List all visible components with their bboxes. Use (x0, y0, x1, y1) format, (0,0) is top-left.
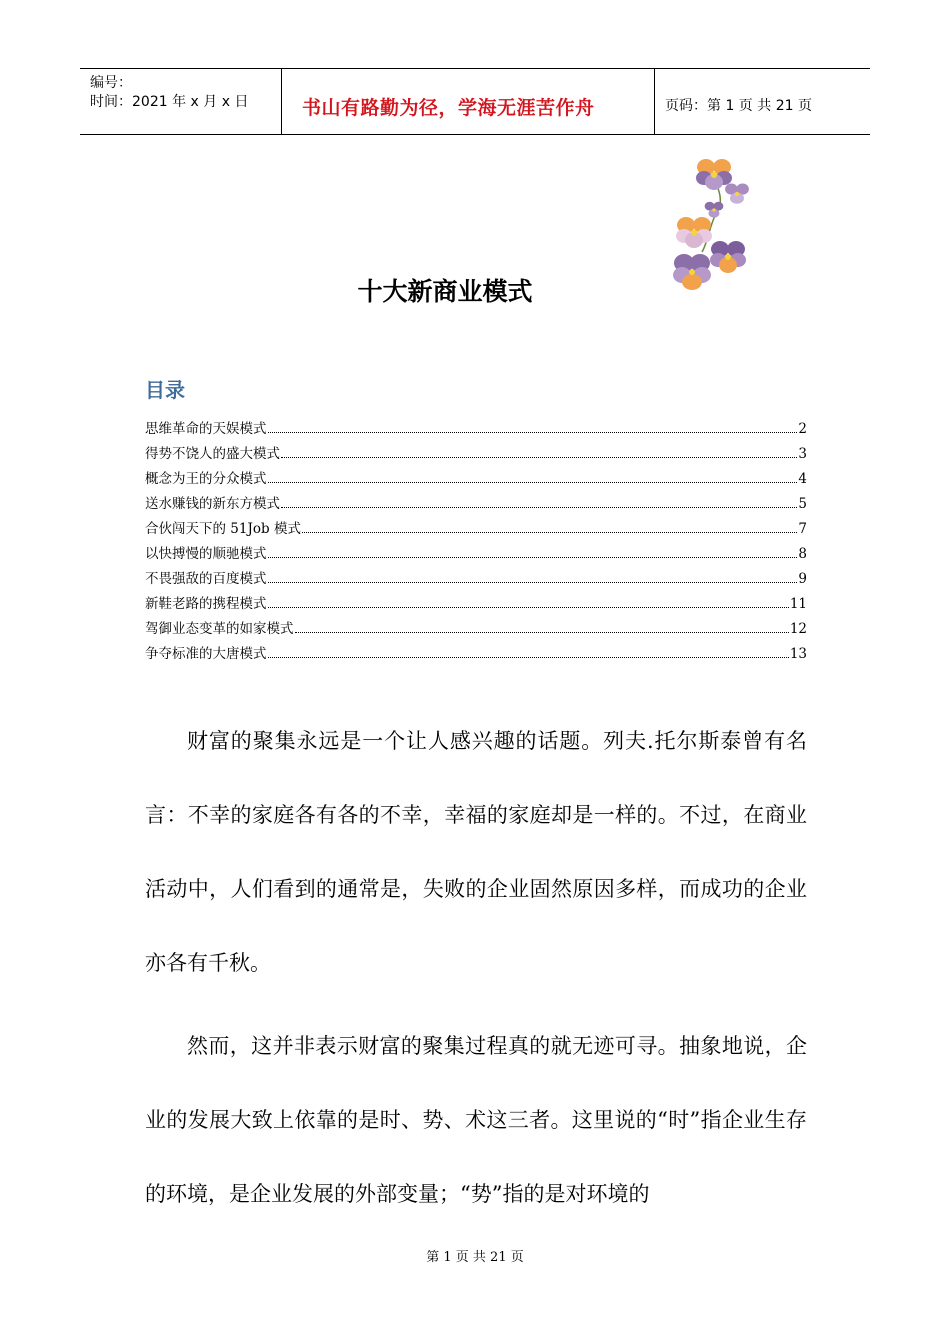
toc-leader (268, 656, 789, 658)
header-motto-cell (282, 69, 655, 134)
toc-leader (281, 506, 797, 508)
toc-entry[interactable] (145, 517, 807, 542)
header-page-info: 页码：第 1 页 共 21 页 (665, 98, 812, 114)
toc-entry-title: 得势不饶人的盛大模式 (145, 446, 280, 462)
toc-leader (268, 431, 798, 433)
toc-leader (268, 581, 798, 583)
toc-entry[interactable] (145, 617, 807, 642)
toc-entry[interactable] (145, 567, 807, 592)
toc-entry-title: 合伙闯天下的 51Job 模式 (145, 521, 301, 537)
toc-entry-title: 以快搏慢的顺驰模式 (145, 546, 267, 562)
toc-entry[interactable] (145, 442, 807, 467)
toc-entry-page: 12 (789, 621, 807, 637)
body-paragraph: 然而，这并非表示财富的聚集过程真的就无迹可寻。抽象地说，企业的发展大致上依靠的是时、势、术这三者。这里说的“时”指企业生存的环境，是企业发展的外部变量；“势”指的是对环境的 (145, 1034, 807, 1206)
toc-entry-page: 5 (798, 496, 807, 512)
table-of-contents (145, 417, 807, 667)
time-label: 时间：2021 年 x 月 x 日 (90, 94, 249, 110)
toc-entry-page: 4 (798, 471, 807, 487)
toc-entry-page: 9 (798, 571, 807, 587)
toc-entry-title: 概念为王的分众模式 (145, 471, 267, 487)
header-motto: 书山有路勤为径，学海无涯苦作舟 (302, 97, 595, 119)
document-title: 十大新商业模式 (357, 277, 533, 306)
document-header (80, 68, 870, 135)
toc-entry-title: 争夺标准的大唐模式 (145, 646, 267, 662)
toc-entry[interactable] (145, 467, 807, 492)
toc-leader (268, 481, 798, 483)
toc-leader (268, 556, 798, 558)
toc-entry-page: 11 (789, 596, 807, 612)
toc-entry[interactable] (145, 592, 807, 617)
toc-entry-title: 送水赚钱的新东方模式 (145, 496, 280, 512)
body-paragraph: 财富的聚集永远是一个让人感兴趣的话题。列夫.托尔斯泰曾有名言：不幸的家庭各有各的不幸，幸福的家庭却是一样的。不过，在商业活动中，人们看到的通常是，失败的企业固然原因多样，而成功的企业亦各有千秋。 (145, 729, 807, 975)
toc-leader (281, 456, 797, 458)
toc-entry-page: 8 (798, 546, 807, 562)
page-footer: 第 1 页 共 21 页 (426, 1250, 524, 1265)
toc-leader (268, 606, 789, 608)
toc-entry[interactable] (145, 542, 807, 567)
toc-entry[interactable] (145, 642, 807, 667)
toc-entry-page: 2 (798, 421, 807, 437)
toc-entry-page: 7 (798, 521, 807, 537)
toc-leader (302, 531, 797, 533)
toc-entry-page: 3 (798, 446, 807, 462)
toc-leader (295, 631, 789, 633)
toc-entry[interactable] (145, 492, 807, 517)
header-page-cell (655, 69, 870, 134)
number-label: 编号： (90, 75, 132, 91)
toc-heading: 目录 (145, 378, 185, 402)
header-meta-cell (80, 69, 282, 134)
toc-entry-page: 13 (789, 646, 807, 662)
toc-entry-title: 不畏强敌的百度模式 (145, 571, 267, 587)
toc-entry-title: 驾御业态变革的如家模式 (145, 621, 294, 637)
toc-entry-title: 新鞋老路的携程模式 (145, 596, 267, 612)
toc-entry[interactable] (145, 417, 807, 442)
toc-entry-title: 思维革命的天娱模式 (145, 421, 267, 437)
